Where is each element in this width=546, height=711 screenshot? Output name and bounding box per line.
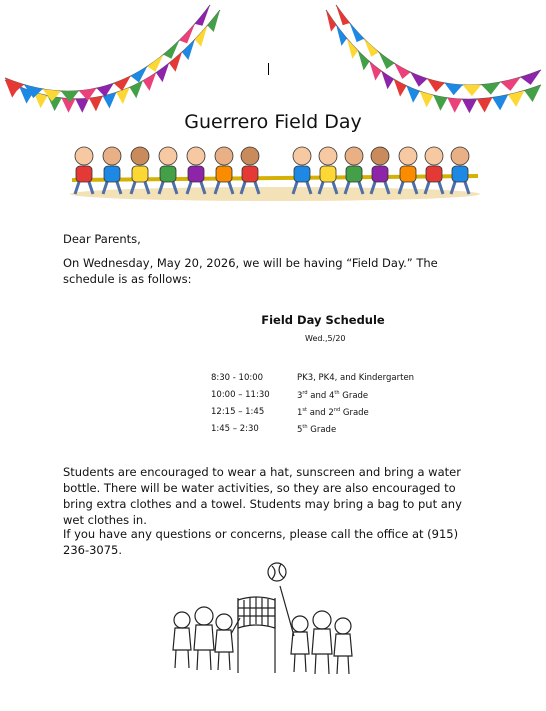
bunting-flag	[195, 5, 210, 26]
schedule-group: 5th Grade	[297, 424, 337, 435]
text-cursor	[268, 63, 269, 75]
kid-figure	[215, 147, 233, 194]
bunting-flag	[445, 83, 463, 95]
kid-figure	[241, 147, 259, 194]
schedule-time: 12:15 – 1:45	[211, 407, 265, 417]
schedule-time: 8:30 - 10:00	[211, 373, 264, 383]
schedule-title: Field Day Schedule	[261, 313, 385, 327]
bunting-flag	[369, 62, 381, 81]
kids-right-group	[280, 586, 352, 674]
kid-figure	[345, 147, 363, 194]
bunting-flag	[410, 72, 427, 87]
bunting-flag	[433, 95, 447, 110]
bunting-flag	[394, 79, 407, 97]
bunting-flag	[195, 26, 208, 47]
schedule-date: Wed.,5/20	[305, 334, 346, 343]
kid-figure	[159, 147, 177, 194]
bunting-flag	[350, 23, 364, 42]
bunting-flag	[130, 81, 143, 98]
bunting-flag	[420, 91, 434, 107]
bunting-flag	[463, 85, 482, 96]
kid-figure	[75, 147, 93, 194]
kid-figure	[399, 147, 417, 194]
bunting-flag	[336, 25, 347, 46]
schedule-time: 10:00 – 11:30	[211, 390, 270, 400]
kids-left-group	[173, 607, 240, 670]
bunting-flag	[501, 77, 521, 91]
schedule-group: PK3, PK4, and Kindergarten	[297, 373, 415, 383]
kid-figure	[293, 147, 311, 194]
bunting-flag	[89, 96, 103, 111]
intro-paragraph: On Wednesday, May 20, 2026, we will be having “Field Day.” The schedule is as follows:	[63, 256, 438, 286]
bunting-flag	[326, 10, 336, 32]
bunting-flag	[379, 52, 395, 69]
bunting-flag	[364, 39, 379, 57]
contact-paragraph: If you have any questions or concerns, please call the office at (915) 236-3075.	[63, 527, 459, 557]
bunting-flag	[520, 70, 541, 85]
kid-figure	[371, 147, 389, 194]
bunting-flag	[179, 24, 195, 44]
kid-figure	[187, 147, 205, 194]
kid-figure	[103, 147, 121, 194]
schedule-group: 3rd and 4th Grade	[297, 390, 369, 401]
bunting-flag	[508, 91, 524, 107]
bunting-flag	[143, 73, 156, 91]
schedule-group: 1st and 2nd Grade	[297, 407, 369, 418]
kid-figure	[451, 147, 469, 194]
schedule-time: 1:45 – 2:30	[211, 424, 259, 434]
bunting-flag	[358, 51, 370, 71]
kid-figure	[425, 147, 443, 194]
bunting-flag	[336, 5, 350, 25]
greeting: Dear Parents,	[63, 232, 141, 246]
kid-figure	[131, 147, 149, 194]
tug-of-war-illustration	[62, 138, 488, 202]
bunting-flag	[381, 71, 393, 89]
volleyball-illustration	[160, 558, 360, 688]
bunting-flag	[394, 63, 410, 79]
students-paragraph: Students are encouraged to wear a hat, sunscreen and bring a water bottle. There will be water activities, so they are also encouraged to bring extra clothes and a towel. Students may bring a bag to put any wet clothes in.	[63, 465, 462, 527]
bunting-flag	[207, 10, 220, 32]
kid-figure	[319, 147, 337, 194]
flyer-title: Guerrero Field Day	[184, 111, 362, 133]
